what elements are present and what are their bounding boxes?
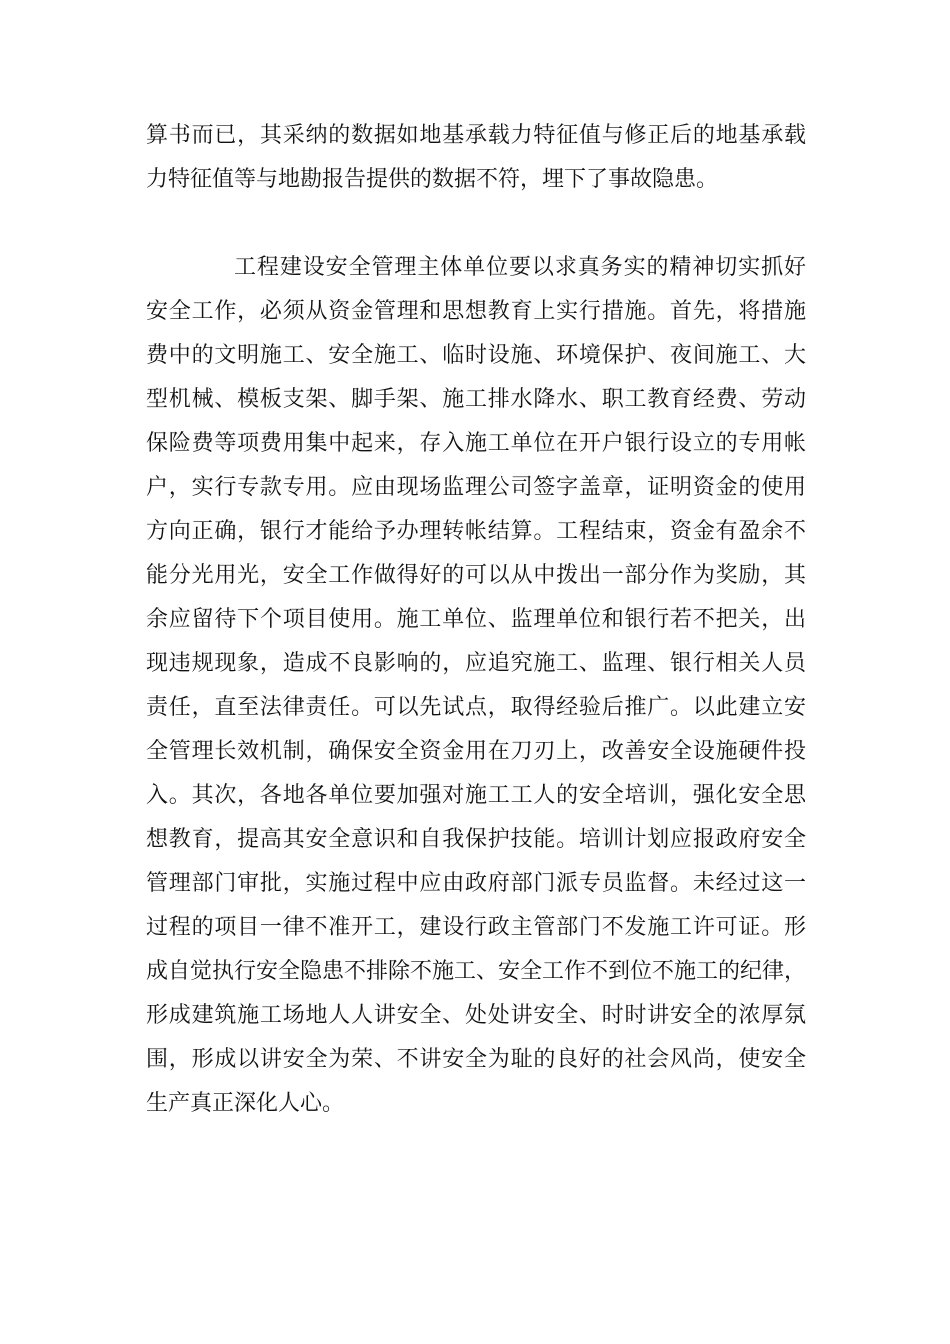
paragraph-line: 保险费等项费用集中起来，存入施工单位在开户银行设立的专用帐 [146, 431, 806, 456]
paragraph-line: 费中的文明施工、安全施工、临时设施、环境保护、夜间施工、大 [146, 343, 806, 368]
paragraph-line: 型机械、模板支架、脚手架、施工排水降水、职工教育经费、劳动 [146, 387, 806, 412]
paragraph-line: 算书而已，其采纳的数据如地基承载力特征值与修正后的地基承载 [146, 123, 806, 148]
paragraph-line: 余应留待下个项目使用。施工单位、监理单位和银行若不把关，出 [146, 607, 806, 632]
paragraph-line: 管理部门审批，实施过程中应由政府部门派专员监督。未经过这一 [146, 871, 806, 896]
paragraph-line: 想教育，提高其安全意识和自我保护技能。培训计划应报政府安全 [146, 827, 806, 852]
paragraph-line: 安全工作，必须从资金管理和思想教育上实行措施。首先，将措施 [146, 299, 806, 324]
paragraph-line: 生产真正深化人心。 [146, 1091, 345, 1116]
paragraph-line: 围，形成以讲安全为荣、不讲安全为耻的良好的社会风尚，使安全 [146, 1047, 806, 1072]
paragraph-line: 户，实行专款专用。应由现场监理公司签字盖章，证明资金的使用 [146, 475, 806, 500]
paragraph-line: 形成建筑施工场地人人讲安全、处处讲安全、时时讲安全的浓厚氛 [146, 1003, 806, 1028]
paragraph-line: 入。其次，各地各单位要加强对施工工人的安全培训，强化安全思 [146, 783, 806, 808]
paragraph-line: 方向正确，银行才能给予办理转帐结算。工程结束，资金有盈余不 [146, 519, 806, 544]
paragraph-1 [146, 114, 806, 202]
paragraph-line: 成自觉执行安全隐患不排除不施工、安全工作不到位不施工的纪律， [146, 959, 807, 984]
paragraph-2 [146, 246, 806, 1126]
paragraph-line: 过程的项目一律不准开工，建设行政主管部门不发施工许可证。形 [146, 915, 806, 940]
paragraph-line: 全管理长效机制，确保安全资金用在刀刃上，改善安全设施硬件投 [146, 739, 806, 764]
paragraph-line: 力特征值等与地勘报告提供的数据不符，埋下了事故隐患。 [146, 167, 719, 192]
paragraph-line: 工程建设安全管理主体单位要以求真务实的精神切实抓好 [234, 255, 806, 280]
paragraph-line: 责任，直至法律责任。可以先试点，取得经验后推广。以此建立安 [146, 695, 806, 720]
paragraph-line: 现违规现象，造成不良影响的，应追究施工、监理、银行相关人员 [146, 651, 806, 676]
paragraph-line: 能分光用光，安全工作做得好的可以从中拨出一部分作为奖励，其 [146, 563, 806, 588]
